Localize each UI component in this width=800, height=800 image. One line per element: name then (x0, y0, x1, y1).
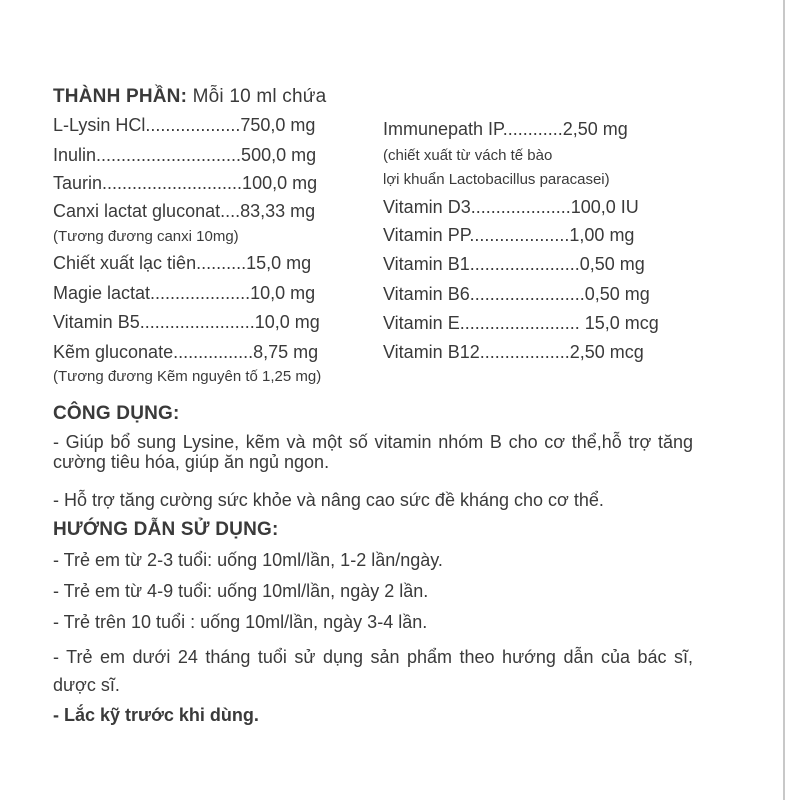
ingredient-line: Kẽm gluconate................8,75 mg (53, 342, 319, 362)
directions-item: - Trẻ em dưới 24 tháng tuổi sử dụng sản phẩm theo hướng dẫn của bác sĩ, dược sĩ. (53, 647, 693, 695)
ingredient-line: Vitamin PP....................1,00 mg (383, 225, 635, 245)
uses-item: - Giúp bổ sung Lysine, kẽm và một số vitamin nhóm B cho cơ thể,hỗ trợ tăng cường tiêu hóa, giúp ăn ngủ ngon. (53, 432, 693, 472)
ingredient-line: Vitamin E........................ 15,0 mcg (383, 313, 659, 333)
directions-note (53, 705, 693, 725)
ingredient-line: Vitamin B5.......................10,0 mg (53, 312, 320, 332)
ingredient-note: (chiết xuất từ vách tế bào (383, 147, 553, 164)
ingredient-line: Magie lactat....................10,0 mg (53, 283, 316, 303)
uses-heading: CÔNG DỤNG: (53, 403, 180, 424)
ingredients-heading: THÀNH PHẦN: (53, 86, 188, 107)
ingredient-note: lợi khuẩn Lactobacillus paracasei) (383, 171, 610, 188)
ingredient-line: Taurin............................100,0 mg (53, 173, 318, 193)
ingredient-line: Vitamin B1......................0,50 mg (383, 254, 645, 274)
ingredient-line: Chiết xuất lạc tiên..........15,0 mg (53, 253, 312, 273)
ingredient-line: Vitamin B12..................2,50 mcg (383, 342, 644, 362)
ingredient-line: Vitamin D3....................100,0 IU (383, 197, 639, 217)
directions-item: - Trẻ em từ 4-9 tuổi: uống 10ml/lần, ngày 2 lần. (53, 581, 429, 601)
ingredient-line: Vitamin B6.......................0,50 mg (383, 284, 650, 304)
ingredient-line: Canxi lactat gluconat....83,33 mg (53, 201, 316, 221)
ingredients-subheading: Mỗi 10 ml chứa (192, 86, 327, 107)
directions-heading: HƯỚNG DẪN SỬ DỤNG: (53, 519, 279, 540)
ingredient-note: (Tương đương canxi 10mg) (53, 228, 239, 245)
shake-note: - Lắc kỹ trước khi dùng. (53, 705, 259, 725)
ingredient-line: Inulin.............................500,0 mg (53, 145, 317, 165)
directions-item: - Trẻ em từ 2-3 tuổi: uống 10ml/lần, 1-2 lần/ngày. (53, 550, 443, 570)
ingredients-heading-row (53, 86, 326, 108)
image-border-line (783, 0, 785, 800)
ingredient-line: L-Lysin HCl...................750,0 mg (53, 115, 316, 135)
ingredient-note: (Tương đương Kẽm nguyên tố 1,25 mg) (53, 368, 322, 385)
directions-item: - Trẻ trên 10 tuổi : uống 10ml/lần, ngày 3-4 lần. (53, 612, 428, 632)
uses-item: - Hỗ trợ tăng cường sức khỏe và nâng cao sức đề kháng cho cơ thể. (53, 490, 604, 510)
ingredient-line: Immunepath IP............2,50 mg (383, 119, 628, 139)
